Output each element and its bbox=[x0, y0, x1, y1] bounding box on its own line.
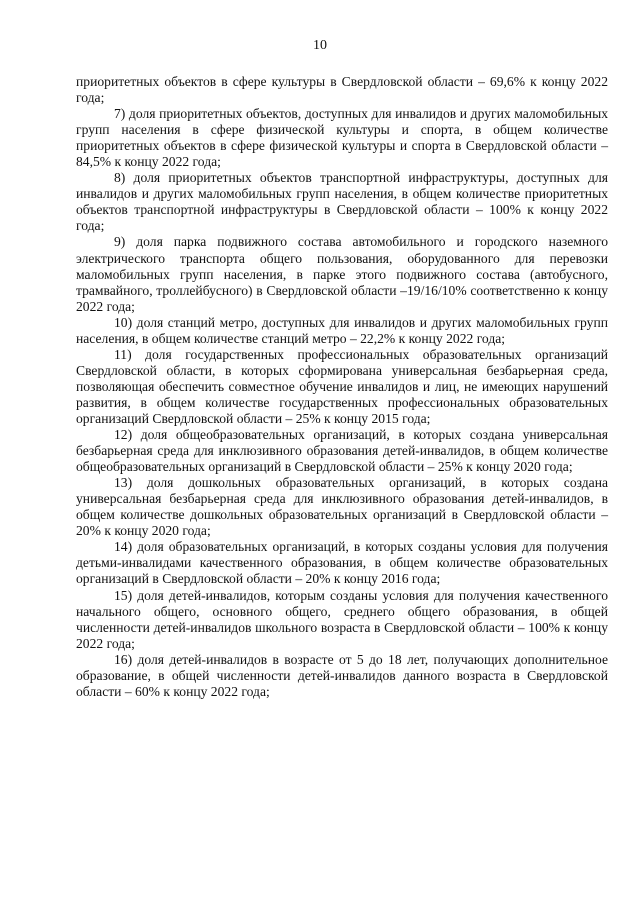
list-item-10: 10) доля станций метро, доступных для инвалидов и других маломобильных групп населения, в общем количестве станций метро – 22,2% к концу 2022 года; bbox=[76, 314, 608, 346]
document-body bbox=[76, 74, 608, 700]
list-item-9: 9) доля парка подвижного состава автомобильного и городского наземного электрического транспорта общего пользования, оборудованного для перевозки маломобильных групп населения, в парке этого подвижного состава (автобусного, трамвайного, троллейбусного) в Свердловской области –19/16/10% соответственно к концу 2022 года; bbox=[76, 234, 608, 314]
list-item-7: 7) доля приоритетных объектов, доступных для инвалидов и других маломобильных групп населения в сфере физической культуры и спорта, в общем количестве приоритетных объектов в сфере физической культуры и спорта в Свердловской области – 84,5% к концу 2022 года; bbox=[76, 106, 608, 170]
paragraph-continuation: приоритетных объектов в сфере культуры в Свердловской области – 69,6% к концу 2022 года; bbox=[76, 74, 608, 106]
list-item-13: 13) доля дошкольных образовательных организаций, в которых создана универсальная безбарьерная среда для инклюзивного образования детей-инвалидов, в общем количестве дошкольных образовательных организаций в Свердловской области – 20% к концу 2020 года; bbox=[76, 475, 608, 539]
list-item-14: 14) доля образовательных организаций, в которых созданы условия для получения детьми-инвалидами качественного образования, в общем количестве образовательных организаций в Свердловской области – 20% к концу 2016 года; bbox=[76, 539, 608, 587]
page-number: 10 bbox=[313, 38, 327, 53]
list-item-8: 8) доля приоритетных объектов транспортной инфраструктуры, доступных для инвалидов и других маломобильных групп населения, в общем количестве приоритетных объектов транспортной инфраструктуры в Свердловской области – 100% к концу 2022 года; bbox=[76, 170, 608, 234]
list-item-16: 16) доля детей-инвалидов в возрасте от 5 до 18 лет, получающих дополнительное образование, в общей численности детей-инвалидов данного возраста в Свердловской области – 60% к концу 2022 года; bbox=[76, 651, 608, 699]
list-item-12: 12) доля общеобразовательных организаций, в которых создана универсальная безбарьерная среда для инклюзивного образования детей-инвалидов, в общем количестве общеобразовательных организаций в Свердловской области – 25% к концу 2020 года; bbox=[76, 427, 608, 475]
list-item-15: 15) доля детей-инвалидов, которым созданы условия для получения качественного начального общего, основного общего, среднего общего образования, в общей численности детей-инвалидов школьного возраста в Свердловской области – 100% к концу 2022 года; bbox=[76, 587, 608, 651]
list-item-11: 11) доля государственных профессиональных образовательных организаций Свердловской области, в которых сформирована универсальная безбарьерная среда, позволяющая обеспечить совместное обучение инвалидов и лиц, не имеющих нарушений развития, в общем количестве государственных профессиональных образовательных организаций Свердловской области – 25% к концу 2015 года; bbox=[76, 346, 608, 426]
